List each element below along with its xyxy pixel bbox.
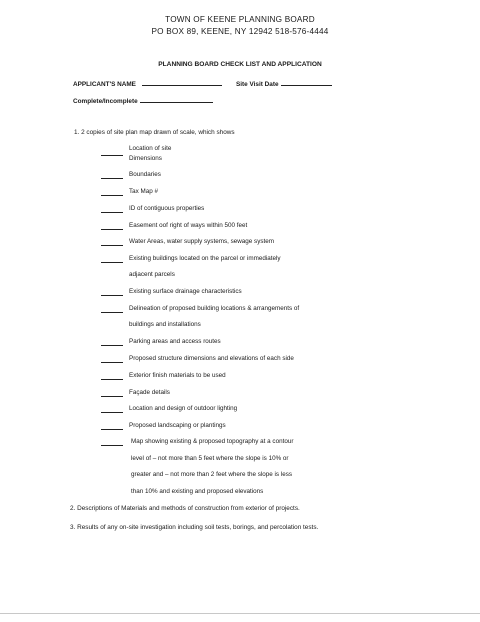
checkbox-blank-location[interactable] — [101, 155, 123, 156]
checklist-item: Existing surface drainage characteristics — [129, 288, 242, 295]
checkbox-blank-exterior[interactable] — [101, 379, 123, 380]
checklist-item: than 10% and existing and proposed elevations — [131, 488, 264, 495]
checklist-item: Tax Map # — [129, 188, 159, 195]
section-3-text: 3. Results of any on-site investigation including soil tests, borings, and percolation tests. — [70, 524, 319, 531]
complete-incomplete-blank[interactable] — [140, 96, 213, 103]
checkbox-blank-parking[interactable] — [101, 345, 123, 346]
section-1-heading: 1. 2 copies of site plan map drawn of scale, which shows — [74, 129, 235, 136]
checklist-item: greater and – not more than 2 feet where the slope is less — [131, 471, 293, 478]
site-visit-date-label: Site Visit Date — [236, 81, 279, 88]
checklist-item: Water Areas, water supply systems, sewage system — [129, 238, 274, 245]
checklist-item: Location of site — [129, 145, 172, 152]
checkbox-blank-structure[interactable] — [101, 362, 123, 363]
checkbox-blank-delineation[interactable] — [101, 312, 123, 313]
checklist-item: Exterior finish materials to be used — [129, 372, 226, 379]
complete-incomplete-field — [73, 96, 213, 105]
checklist-item: buildings and installations — [129, 321, 201, 328]
checkbox-blank-existing-buildings[interactable] — [101, 262, 123, 263]
checkbox-blank-lighting[interactable] — [101, 412, 123, 413]
checkbox-blank-drainage[interactable] — [101, 295, 123, 296]
section-2-text: 2. Descriptions of Materials and methods of construction from exterior of projects. — [70, 505, 300, 512]
header-address: PO BOX 89, KEENE, NY 12942 518-576-4444 — [151, 27, 329, 36]
checkbox-blank-landscaping[interactable] — [101, 429, 123, 430]
applicant-name-blank[interactable] — [142, 79, 222, 86]
checklist-item: Proposed structure dimensions and elevations of each side — [129, 355, 294, 362]
checklist-item: Map showing existing & proposed topography at a contour — [131, 438, 294, 445]
applicant-name-field — [73, 79, 222, 88]
site-visit-date-field — [236, 79, 332, 88]
checkbox-blank-topography[interactable] — [101, 445, 123, 446]
checklist-item: Dimensions — [129, 155, 162, 162]
checklist-item: Delineation of proposed building locations & arrangements of — [129, 305, 300, 312]
complete-incomplete-label: Complete/Incomplete — [73, 98, 138, 105]
checkbox-blank-boundaries[interactable] — [101, 178, 123, 179]
checkbox-blank-contiguous[interactable] — [101, 212, 123, 213]
checklist-item: Easement oof right of ways within 500 feet — [129, 222, 248, 229]
page-bottom-edge — [0, 613, 480, 614]
checkbox-blank-facade[interactable] — [101, 396, 123, 397]
checklist-item: Façade details — [129, 389, 170, 396]
header-town-name: TOWN OF KEENE PLANNING BOARD — [165, 15, 315, 24]
document-title: PLANNING BOARD CHECK LIST AND APPLICATION — [158, 61, 322, 68]
checklist-item: Proposed landscaping or plantings — [129, 422, 226, 429]
checklist-item: level of – not more than 5 feet where the slope is 10% or — [131, 455, 289, 462]
checklist-item: ID of contiguous properties — [129, 205, 205, 212]
checklist-item: Boundaries — [129, 171, 161, 178]
checklist-item: adjacent parcels — [129, 271, 175, 278]
checkbox-blank-water[interactable] — [101, 245, 123, 246]
applicant-name-label: APPLICANT'S NAME — [73, 81, 136, 88]
checkbox-blank-easement[interactable] — [101, 229, 123, 230]
site-visit-date-blank[interactable] — [281, 79, 332, 86]
checklist-item: Location and design of outdoor lighting — [129, 405, 238, 412]
checkbox-blank-tax-map[interactable] — [101, 195, 123, 196]
checklist-item: Parking areas and access routes — [129, 338, 221, 345]
checklist-item: Existing buildings located on the parcel or immediately — [129, 255, 281, 262]
